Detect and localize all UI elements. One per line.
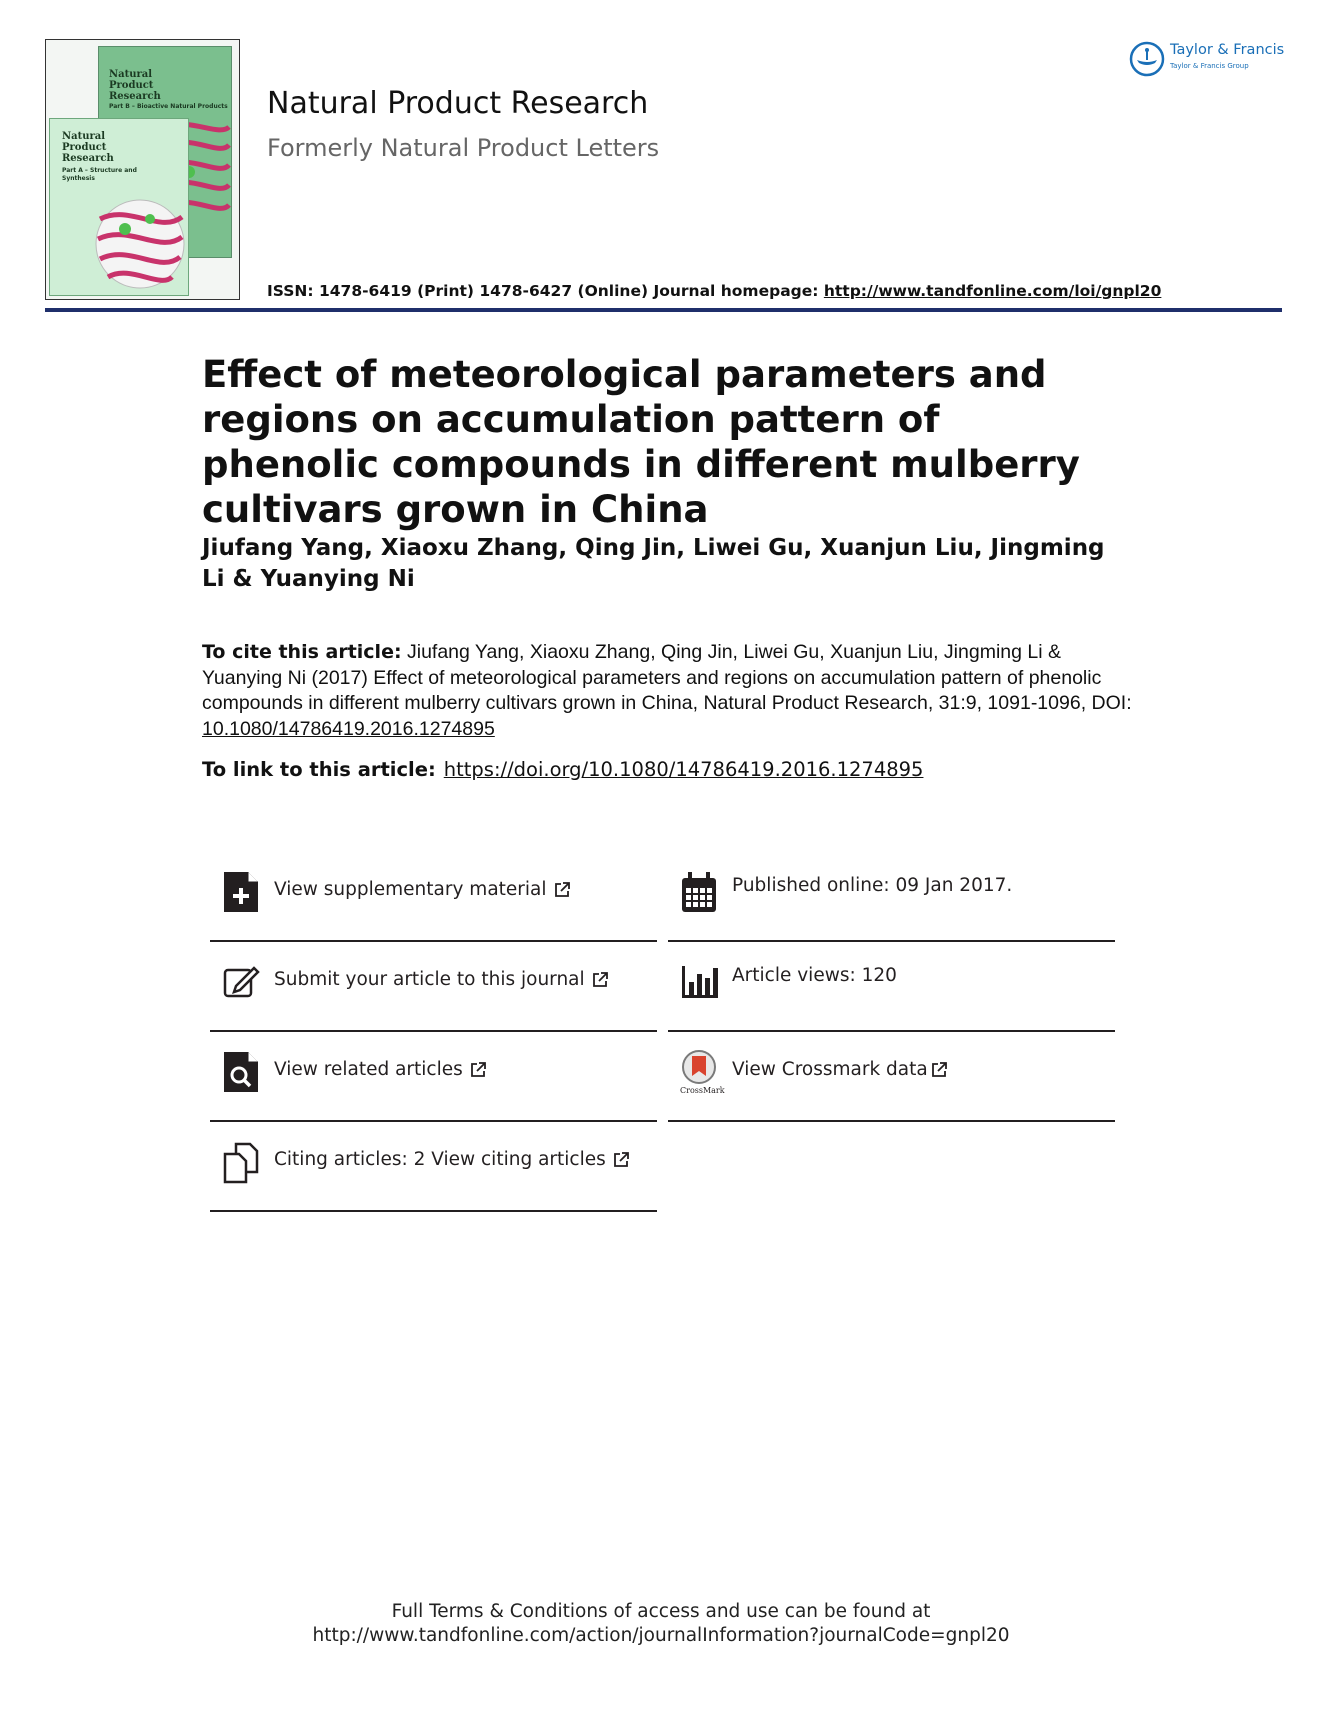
file-search-icon <box>222 1050 260 1094</box>
cover-front-panel <box>49 118 189 296</box>
external-link-icon <box>612 1151 630 1169</box>
copy-documents-icon <box>222 1140 260 1184</box>
citing-articles-link[interactable] <box>274 1149 630 1170</box>
cover-front-title: Natural Product Research <box>62 131 114 164</box>
journal-cover <box>45 39 240 300</box>
submit-article-link[interactable] <box>274 969 609 990</box>
taylor-francis-logo-icon <box>1128 40 1166 78</box>
crossmark-link[interactable] <box>732 1059 948 1080</box>
submit-article-label: Submit your article to this journal <box>274 969 585 990</box>
crossmark-label: View Crossmark data <box>732 1059 928 1080</box>
submit-article-cell[interactable] <box>210 942 657 1032</box>
external-link-icon <box>930 1061 948 1079</box>
cite-label: To cite this article: <box>202 641 402 663</box>
issn-text: ISSN: 1478-6419 (Print) 1478-6427 (Online) Journal homepage: <box>267 282 824 300</box>
cover-molecule-image <box>90 189 186 293</box>
supplementary-material-label: View supplementary material <box>274 879 547 900</box>
publisher-name: Taylor & Francis <box>1170 42 1285 58</box>
footer-terms-text: Full Terms & Conditions of access and use can be found at <box>391 1601 931 1622</box>
citing-articles-cell[interactable] <box>210 1122 657 1212</box>
crossmark-cell[interactable] <box>668 1032 1115 1122</box>
published-online-text: Published online: 09 Jan 2017. <box>732 875 1013 896</box>
citing-articles-label: Citing articles: 2 View citing articles <box>274 1149 606 1170</box>
crossmark-logo-text: CrossMark <box>680 1086 725 1095</box>
journal-subtitle: Formerly Natural Product Letters <box>267 134 660 162</box>
external-link-icon <box>553 881 571 899</box>
footer-terms-url[interactable]: http://www.tandfonline.com/action/journalInformation?journalCode=gnpl20 <box>312 1625 1010 1646</box>
related-articles-cell[interactable] <box>210 1032 657 1122</box>
cite-text: Jiufang Yang, Xiaoxu Zhang, Qing Jin, Liwei Gu, Xuanjun Liu, Jingming Li & Yuanying Ni (2017) Effect of meteorological parameters and regions on accumulation pattern of phenolic compounds in different mulberry cultivars grown in China, Natural Product Research, 31:9, 1091-1096, DOI: <box>202 641 1132 714</box>
article-link-block <box>202 758 923 781</box>
link-label: To link to this article: <box>202 758 436 781</box>
cover-back-part: Part B – Bioactive Natural Products <box>109 103 228 110</box>
external-link-icon <box>591 971 609 989</box>
cover-front-part: Part A – Structure and Synthesis <box>62 167 137 182</box>
article-authors: Jiufang Yang, Xiaoxu Zhang, Qing Jin, Liwei Gu, Xuanjun Liu, Jingming Li & Yuanying Ni <box>202 535 1105 592</box>
supplementary-material-cell[interactable] <box>210 852 657 942</box>
bar-chart-icon <box>680 960 718 1004</box>
external-link-icon <box>469 1061 487 1079</box>
article-views-text: Article views: 120 <box>732 965 897 986</box>
calendar-icon <box>680 870 718 914</box>
article-doi-link[interactable]: https://doi.org/10.1080/14786419.2016.1274895 <box>443 758 924 781</box>
pencil-edit-icon <box>222 960 260 1004</box>
footer <box>0 1600 1322 1648</box>
publisher-group: Taylor & Francis Group <box>1170 62 1249 70</box>
article-views-cell <box>668 942 1115 1032</box>
published-online-cell <box>668 852 1115 942</box>
cover-back-title: Natural Product Research <box>109 69 161 102</box>
header-rule <box>45 308 1282 312</box>
issn-line <box>267 282 1161 300</box>
file-plus-icon <box>222 870 260 914</box>
citation-block <box>202 640 1132 742</box>
related-articles-label: View related articles <box>274 1059 463 1080</box>
journal-homepage-link[interactable]: http://www.tandfonline.com/loi/gnpl20 <box>823 282 1162 300</box>
cite-doi-link[interactable]: 10.1080/14786419.2016.1274895 <box>202 717 495 740</box>
article-title: Effect of meteorological parameters and regions on accumulation pattern of phenolic compounds in different mulberry cultivars grown in China <box>202 353 1080 531</box>
supplementary-material-link[interactable] <box>274 879 571 900</box>
journal-title: Natural Product Research <box>267 86 649 121</box>
related-articles-link[interactable] <box>274 1059 487 1080</box>
